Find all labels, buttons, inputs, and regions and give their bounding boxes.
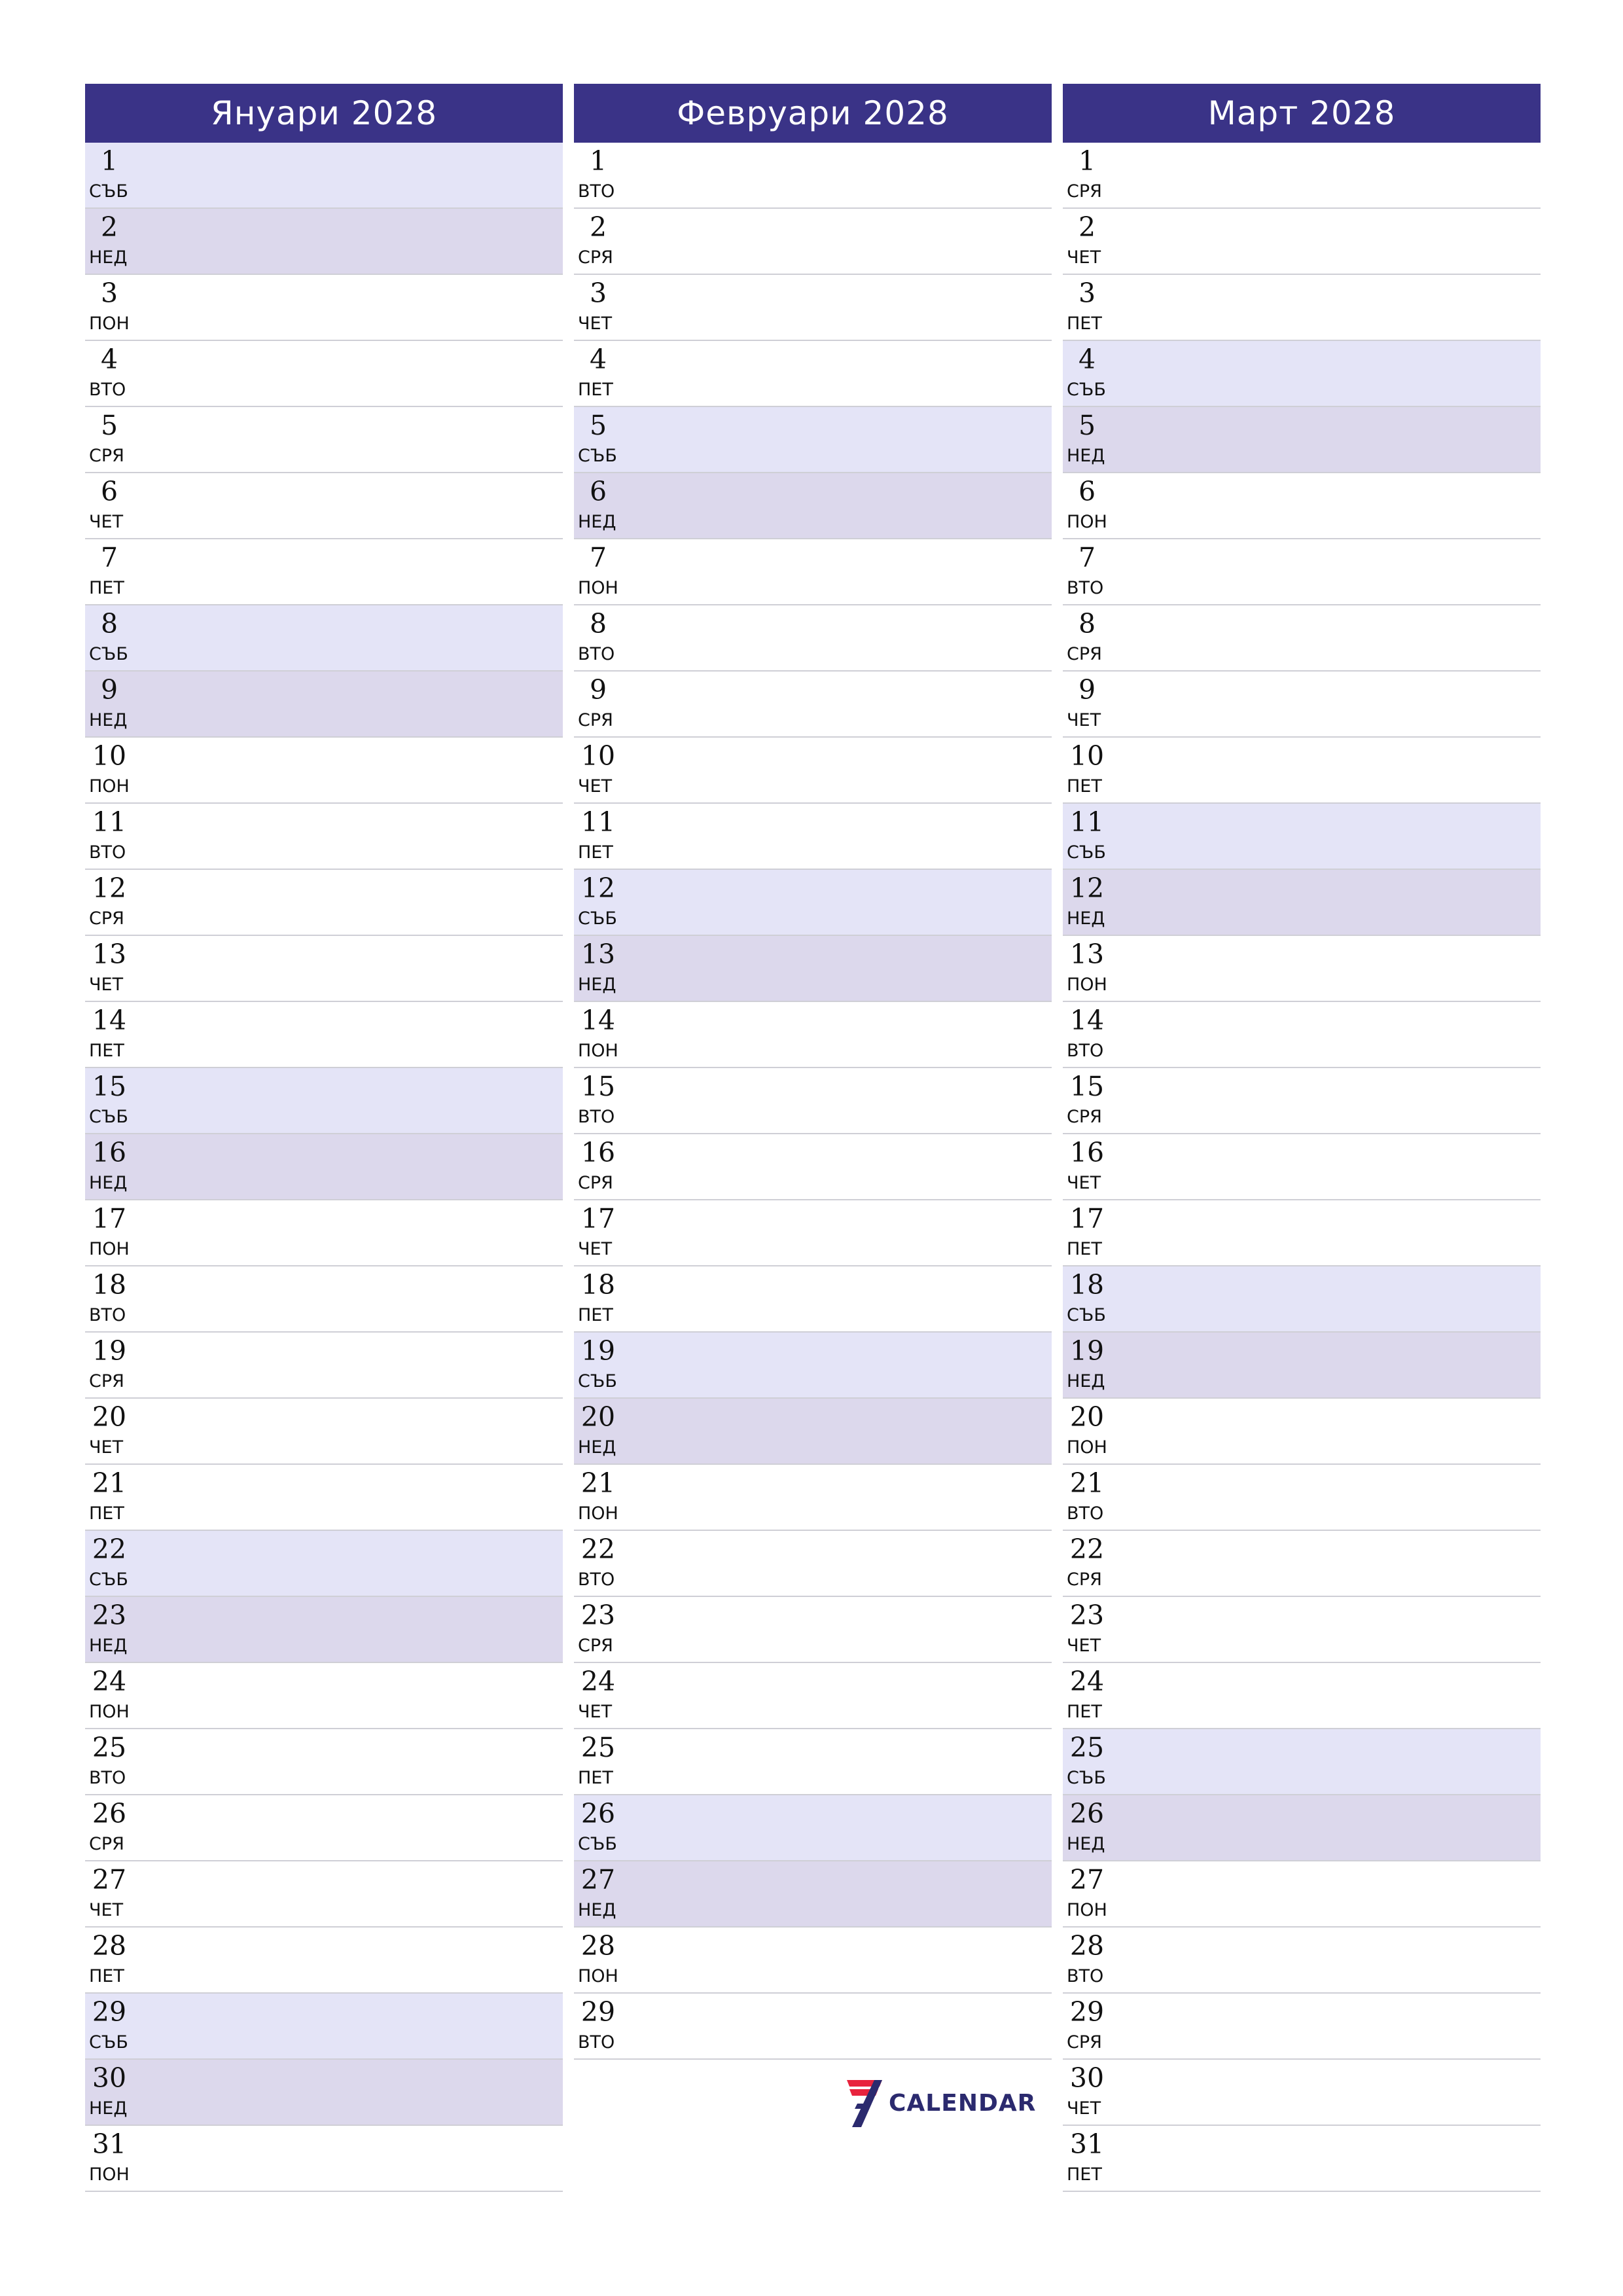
day-row bbox=[85, 1200, 563, 1266]
weekday-label: ПОН bbox=[1067, 1437, 1107, 1458]
day-row bbox=[1063, 870, 1541, 936]
day-number: 29 bbox=[92, 1996, 127, 2028]
day-row bbox=[574, 275, 1052, 341]
month-header bbox=[1063, 84, 1541, 143]
day-number: 21 bbox=[92, 1467, 127, 1499]
day-number: 16 bbox=[580, 1137, 616, 1168]
day-number: 8 bbox=[1078, 608, 1096, 639]
day-number: 23 bbox=[1069, 1600, 1105, 1631]
weekday-label: СЪБ bbox=[578, 1834, 617, 1854]
day-number: 12 bbox=[92, 872, 127, 904]
day-row bbox=[1063, 1663, 1541, 1729]
weekday-label: СРЯ bbox=[578, 1173, 613, 1193]
day-number: 21 bbox=[1069, 1467, 1105, 1499]
weekday-label: ЧЕТ bbox=[89, 1900, 124, 1920]
day-row bbox=[1063, 341, 1541, 407]
weekday-label: ЧЕТ bbox=[1067, 1636, 1101, 1656]
weekday-label: ПЕТ bbox=[1067, 314, 1102, 334]
day-number: 24 bbox=[1069, 1666, 1105, 1697]
day-row bbox=[1063, 275, 1541, 341]
day-row bbox=[1063, 804, 1541, 870]
day-number: 16 bbox=[92, 1137, 127, 1168]
day-row bbox=[574, 1465, 1052, 1531]
day-list bbox=[1063, 143, 1541, 2192]
weekday-label: ПОН bbox=[578, 1966, 618, 1986]
weekday-label: ПОН bbox=[89, 1702, 130, 1722]
day-row bbox=[574, 143, 1052, 209]
day-number: 17 bbox=[580, 1203, 616, 1234]
day-number: 13 bbox=[580, 939, 616, 970]
day-number: 4 bbox=[1078, 344, 1096, 375]
weekday-label: ПЕТ bbox=[89, 1503, 124, 1524]
weekday-label: НЕД bbox=[578, 1900, 616, 1920]
weekday-label: СЪБ bbox=[1067, 1305, 1106, 1325]
day-number: 29 bbox=[580, 1996, 616, 2028]
weekday-label: СРЯ bbox=[1067, 644, 1102, 664]
weekday-label: СРЯ bbox=[578, 710, 613, 730]
weekday-label: ПОН bbox=[89, 314, 130, 334]
weekday-label: СРЯ bbox=[1067, 1570, 1102, 1590]
day-row bbox=[85, 407, 563, 473]
day-row bbox=[1063, 1266, 1541, 1333]
day-row bbox=[85, 473, 563, 539]
day-row bbox=[574, 341, 1052, 407]
weekday-label: ВТО bbox=[578, 1107, 615, 1127]
day-number: 5 bbox=[1078, 410, 1096, 441]
day-number: 4 bbox=[100, 344, 118, 375]
weekday-label: НЕД bbox=[1067, 1371, 1105, 1391]
day-row bbox=[85, 209, 563, 275]
day-number: 7 bbox=[100, 542, 118, 573]
day-row bbox=[574, 672, 1052, 738]
day-row bbox=[574, 1663, 1052, 1729]
weekday-label: СЪБ bbox=[89, 644, 128, 664]
weekday-label: ПЕТ bbox=[1067, 1239, 1102, 1259]
day-number: 13 bbox=[92, 939, 127, 970]
weekday-label: ЧЕТ bbox=[578, 1702, 613, 1722]
weekday-label: ВТО bbox=[1067, 1503, 1104, 1524]
logo-text: CALENDAR bbox=[889, 2089, 1037, 2117]
day-row bbox=[1063, 1531, 1541, 1597]
day-row bbox=[1063, 1928, 1541, 1994]
weekday-label: ВТО bbox=[578, 1570, 615, 1590]
day-number: 5 bbox=[589, 410, 607, 441]
weekday-label: ПЕТ bbox=[578, 842, 613, 863]
day-row bbox=[574, 1861, 1052, 1928]
day-row bbox=[1063, 1333, 1541, 1399]
day-number: 19 bbox=[1069, 1335, 1105, 1367]
day-row bbox=[85, 1002, 563, 1068]
day-row bbox=[1063, 473, 1541, 539]
day-number: 20 bbox=[92, 1401, 127, 1433]
day-number: 1 bbox=[589, 145, 607, 177]
weekday-label: ЧЕТ bbox=[1067, 2098, 1101, 2119]
day-number: 18 bbox=[580, 1269, 616, 1300]
weekday-label: ВТО bbox=[1067, 1041, 1104, 1061]
day-number: 10 bbox=[580, 740, 616, 772]
day-number: 15 bbox=[580, 1071, 616, 1102]
day-number: 7 bbox=[589, 542, 607, 573]
weekday-label: НЕД bbox=[89, 2098, 128, 2119]
day-row bbox=[574, 1994, 1052, 2060]
weekday-label: ВТО bbox=[89, 1305, 126, 1325]
weekday-label: ПЕТ bbox=[1067, 776, 1102, 797]
day-number: 6 bbox=[100, 476, 118, 507]
day-number: 11 bbox=[1069, 806, 1105, 838]
day-row bbox=[1063, 407, 1541, 473]
weekday-label: СРЯ bbox=[89, 908, 124, 929]
weekday-label: ЧЕТ bbox=[89, 512, 124, 532]
day-number: 13 bbox=[1069, 939, 1105, 970]
day-number: 12 bbox=[1069, 872, 1105, 904]
weekday-label: НЕД bbox=[89, 247, 128, 268]
weekday-label: СРЯ bbox=[578, 247, 613, 268]
month-header bbox=[574, 84, 1052, 143]
day-row bbox=[85, 1663, 563, 1729]
day-row bbox=[574, 738, 1052, 804]
day-row bbox=[574, 804, 1052, 870]
day-row bbox=[85, 1928, 563, 1994]
weekday-label: ЧЕТ bbox=[578, 1239, 613, 1259]
weekday-label: СЪБ bbox=[1067, 842, 1106, 863]
weekday-label: ВТО bbox=[1067, 1966, 1104, 1986]
day-number: 6 bbox=[1078, 476, 1096, 507]
weekday-label: НЕД bbox=[1067, 446, 1105, 466]
day-number: 24 bbox=[92, 1666, 127, 1697]
day-number: 20 bbox=[1069, 1401, 1105, 1433]
weekday-label: СЪБ bbox=[578, 908, 617, 929]
day-list bbox=[85, 143, 563, 2192]
day-row bbox=[574, 1928, 1052, 1994]
weekday-label: ПЕТ bbox=[578, 1305, 613, 1325]
day-number: 19 bbox=[92, 1335, 127, 1367]
weekday-label: ЧЕТ bbox=[1067, 710, 1101, 730]
day-row bbox=[85, 1333, 563, 1399]
day-number: 22 bbox=[580, 1534, 616, 1565]
weekday-label: СЪБ bbox=[578, 446, 617, 466]
weekday-label: ЧЕТ bbox=[578, 776, 613, 797]
day-number: 5 bbox=[100, 410, 118, 441]
day-number: 3 bbox=[100, 278, 118, 309]
weekday-label: ВТО bbox=[578, 644, 615, 664]
weekday-label: СРЯ bbox=[578, 1636, 613, 1656]
day-row bbox=[1063, 1399, 1541, 1465]
weekday-label: ПЕТ bbox=[1067, 2164, 1102, 2185]
day-number: 19 bbox=[580, 1335, 616, 1367]
weekday-label: СЪБ bbox=[89, 1570, 128, 1590]
day-row bbox=[85, 1994, 563, 2060]
weekday-label: ПЕТ bbox=[578, 1768, 613, 1788]
day-number: 31 bbox=[1069, 2128, 1105, 2160]
day-row bbox=[85, 2060, 563, 2126]
day-number: 25 bbox=[92, 1732, 127, 1763]
day-row bbox=[1063, 2126, 1541, 2192]
day-row bbox=[1063, 1068, 1541, 1134]
day-number: 1 bbox=[100, 145, 118, 177]
day-row bbox=[574, 1068, 1052, 1134]
day-number: 26 bbox=[92, 1798, 127, 1829]
weekday-label: ПОН bbox=[578, 1041, 618, 1061]
day-row bbox=[85, 804, 563, 870]
day-number: 11 bbox=[92, 806, 127, 838]
day-number: 31 bbox=[92, 2128, 127, 2160]
day-row bbox=[85, 2126, 563, 2192]
day-row bbox=[85, 539, 563, 605]
weekday-label: ПЕТ bbox=[578, 380, 613, 400]
day-row bbox=[574, 1597, 1052, 1663]
weekday-label: СЪБ bbox=[89, 2032, 128, 2053]
day-row bbox=[85, 1399, 563, 1465]
day-number: 2 bbox=[589, 211, 607, 243]
day-number: 9 bbox=[1078, 674, 1096, 706]
weekday-label: СЪБ bbox=[89, 181, 128, 202]
day-number: 16 bbox=[1069, 1137, 1105, 1168]
day-number: 2 bbox=[1078, 211, 1096, 243]
day-row bbox=[1063, 1795, 1541, 1861]
weekday-label: СРЯ bbox=[89, 1371, 124, 1391]
day-row bbox=[85, 1266, 563, 1333]
weekday-label: СЪБ bbox=[89, 1107, 128, 1127]
month-header bbox=[85, 84, 563, 143]
day-number: 14 bbox=[1069, 1005, 1105, 1036]
weekday-label: СРЯ bbox=[1067, 2032, 1102, 2053]
weekday-label: ПОН bbox=[89, 1239, 130, 1259]
day-number: 9 bbox=[589, 674, 607, 706]
day-row bbox=[574, 1399, 1052, 1465]
day-number: 18 bbox=[1069, 1269, 1105, 1300]
day-row bbox=[574, 407, 1052, 473]
day-number: 2 bbox=[100, 211, 118, 243]
day-row bbox=[85, 1795, 563, 1861]
day-number: 17 bbox=[92, 1203, 127, 1234]
day-row bbox=[1063, 672, 1541, 738]
weekday-label: ПЕТ bbox=[89, 1966, 124, 1986]
7calendar-logo-icon bbox=[844, 2077, 883, 2128]
day-number: 10 bbox=[1069, 740, 1105, 772]
day-number: 25 bbox=[1069, 1732, 1105, 1763]
day-row bbox=[85, 672, 563, 738]
day-number: 23 bbox=[580, 1600, 616, 1631]
day-row bbox=[1063, 1200, 1541, 1266]
day-number: 28 bbox=[92, 1930, 127, 1962]
day-row bbox=[574, 1795, 1052, 1861]
day-number: 30 bbox=[1069, 2062, 1105, 2094]
day-number: 28 bbox=[1069, 1930, 1105, 1962]
day-number: 10 bbox=[92, 740, 127, 772]
day-row bbox=[1063, 539, 1541, 605]
day-number: 17 bbox=[1069, 1203, 1105, 1234]
weekday-label: ВТО bbox=[578, 181, 615, 202]
day-number: 20 bbox=[580, 1401, 616, 1433]
day-number: 25 bbox=[580, 1732, 616, 1763]
weekday-label: ВТО bbox=[1067, 578, 1104, 598]
day-row bbox=[85, 341, 563, 407]
weekday-label: НЕД bbox=[578, 1437, 616, 1458]
day-row bbox=[1063, 1994, 1541, 2060]
weekday-label: ВТО bbox=[578, 2032, 615, 2053]
weekday-label: ВТО bbox=[89, 842, 126, 863]
day-row bbox=[1063, 738, 1541, 804]
day-number: 23 bbox=[92, 1600, 127, 1631]
day-number: 4 bbox=[589, 344, 607, 375]
day-row bbox=[85, 738, 563, 804]
day-number: 15 bbox=[1069, 1071, 1105, 1102]
day-number: 11 bbox=[580, 806, 616, 838]
day-row bbox=[1063, 1002, 1541, 1068]
day-number: 14 bbox=[92, 1005, 127, 1036]
weekday-label: ПЕТ bbox=[89, 578, 124, 598]
day-row bbox=[1063, 2060, 1541, 2126]
weekday-label: ПОН bbox=[1067, 512, 1107, 532]
day-number: 26 bbox=[1069, 1798, 1105, 1829]
day-number: 24 bbox=[580, 1666, 616, 1697]
weekday-label: ВТО bbox=[89, 380, 126, 400]
weekday-label: ПЕТ bbox=[89, 1041, 124, 1061]
day-row bbox=[574, 1200, 1052, 1266]
day-row bbox=[85, 1465, 563, 1531]
day-row bbox=[85, 1729, 563, 1795]
weekday-label: ЧЕТ bbox=[578, 314, 613, 334]
weekday-label: ЧЕТ bbox=[89, 1437, 124, 1458]
day-row bbox=[574, 870, 1052, 936]
weekday-label: СРЯ bbox=[1067, 1107, 1102, 1127]
day-number: 6 bbox=[589, 476, 607, 507]
day-number: 29 bbox=[1069, 1996, 1105, 2028]
weekday-label: ПОН bbox=[1067, 975, 1107, 995]
day-row bbox=[85, 1068, 563, 1134]
day-row bbox=[85, 1597, 563, 1663]
day-row bbox=[574, 1002, 1052, 1068]
day-row bbox=[1063, 1134, 1541, 1200]
day-row bbox=[574, 473, 1052, 539]
day-number: 28 bbox=[580, 1930, 616, 1962]
weekday-label: ЧЕТ bbox=[1067, 1173, 1101, 1193]
weekday-label: НЕД bbox=[89, 1636, 128, 1656]
brand-logo bbox=[844, 2073, 1047, 2132]
weekday-label: ВТО bbox=[89, 1768, 126, 1788]
day-number: 3 bbox=[589, 278, 607, 309]
day-number: 22 bbox=[92, 1534, 127, 1565]
day-number: 26 bbox=[580, 1798, 616, 1829]
day-number: 12 bbox=[580, 872, 616, 904]
day-row bbox=[1063, 936, 1541, 1002]
day-number: 21 bbox=[580, 1467, 616, 1499]
day-number: 8 bbox=[100, 608, 118, 639]
day-row bbox=[85, 870, 563, 936]
weekday-label: СЪБ bbox=[1067, 380, 1106, 400]
day-row bbox=[1063, 143, 1541, 209]
day-row bbox=[574, 539, 1052, 605]
weekday-label: ПЕТ bbox=[1067, 1702, 1102, 1722]
weekday-label: СРЯ bbox=[89, 446, 124, 466]
day-row bbox=[1063, 1729, 1541, 1795]
day-row bbox=[85, 936, 563, 1002]
day-number: 3 bbox=[1078, 278, 1096, 309]
month-title: Февруари 2028 bbox=[677, 94, 949, 132]
day-number: 27 bbox=[580, 1864, 616, 1895]
day-row bbox=[1063, 1597, 1541, 1663]
day-row bbox=[574, 209, 1052, 275]
weekday-label: ПОН bbox=[1067, 1900, 1107, 1920]
month-title: Март 2028 bbox=[1207, 94, 1396, 132]
weekday-label: СРЯ bbox=[1067, 181, 1102, 202]
day-row bbox=[1063, 1861, 1541, 1928]
day-row bbox=[574, 1729, 1052, 1795]
weekday-label: ЧЕТ bbox=[1067, 247, 1101, 268]
month-column-january bbox=[85, 84, 563, 2192]
weekday-label: НЕД bbox=[578, 975, 616, 995]
day-number: 14 bbox=[580, 1005, 616, 1036]
weekday-label: СЪБ bbox=[578, 1371, 617, 1391]
day-row bbox=[85, 1531, 563, 1597]
day-row bbox=[574, 1266, 1052, 1333]
day-number: 8 bbox=[589, 608, 607, 639]
weekday-label: НЕД bbox=[578, 512, 616, 532]
day-row bbox=[574, 1531, 1052, 1597]
weekday-label: ПОН bbox=[89, 2164, 130, 2185]
day-row bbox=[574, 1134, 1052, 1200]
weekday-label: ПОН bbox=[578, 1503, 618, 1524]
day-number: 18 bbox=[92, 1269, 127, 1300]
day-row bbox=[85, 1134, 563, 1200]
day-row bbox=[574, 936, 1052, 1002]
month-column-february bbox=[574, 84, 1052, 2060]
day-row bbox=[85, 1861, 563, 1928]
day-number: 27 bbox=[1069, 1864, 1105, 1895]
day-row bbox=[1063, 1465, 1541, 1531]
day-list bbox=[574, 143, 1052, 2060]
weekday-label: ПОН bbox=[578, 578, 618, 598]
day-number: 27 bbox=[92, 1864, 127, 1895]
day-number: 7 bbox=[1078, 542, 1096, 573]
day-number: 15 bbox=[92, 1071, 127, 1102]
month-column-march bbox=[1063, 84, 1541, 2192]
month-title: Януари 2028 bbox=[210, 94, 438, 132]
weekday-label: ЧЕТ bbox=[89, 975, 124, 995]
weekday-label: НЕД bbox=[89, 710, 128, 730]
day-row bbox=[1063, 209, 1541, 275]
day-row bbox=[1063, 605, 1541, 672]
weekday-label: ПОН bbox=[89, 776, 130, 797]
day-row bbox=[574, 1333, 1052, 1399]
day-number: 1 bbox=[1078, 145, 1096, 177]
day-row bbox=[85, 143, 563, 209]
weekday-label: СРЯ bbox=[89, 1834, 124, 1854]
day-row bbox=[574, 605, 1052, 672]
day-number: 30 bbox=[92, 2062, 127, 2094]
weekday-label: СЪБ bbox=[1067, 1768, 1106, 1788]
day-row bbox=[85, 605, 563, 672]
weekday-label: НЕД bbox=[1067, 908, 1105, 929]
day-row bbox=[85, 275, 563, 341]
day-number: 22 bbox=[1069, 1534, 1105, 1565]
day-number: 9 bbox=[100, 674, 118, 706]
weekday-label: НЕД bbox=[1067, 1834, 1105, 1854]
weekday-label: НЕД bbox=[89, 1173, 128, 1193]
